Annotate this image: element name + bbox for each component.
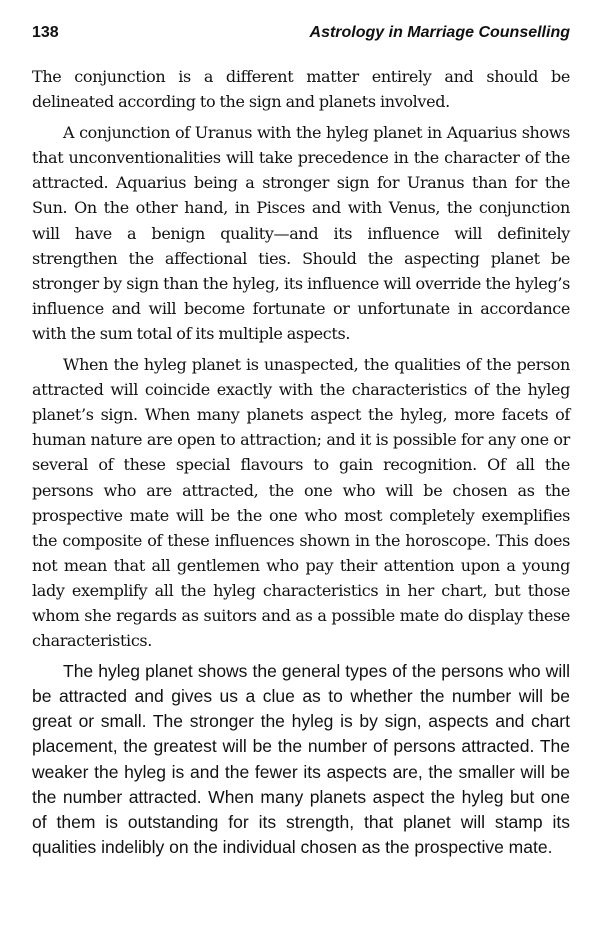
page-body <box>32 64 570 866</box>
page-number: 138 <box>32 24 59 41</box>
paragraph-4: The hyleg planet shows the general types of the persons who will be attracted and gives us a clue as to whether the number will be great or small. The stronger the hyleg is by sign, aspects and chart placement, the greatest will be the number of persons attracted. The weaker the hyleg is and the fewer its aspects are, the smaller will be the number attracted. When many planets aspect the hyleg but one of them is outstanding for its strength, that planet will stamp its qualities indelibly on the individual chosen as the prospective mate. <box>32 661 570 857</box>
paragraph-3: When the hyleg planet is unaspected, the qualities of the person attracted will coincide exactly with the characteristics of the hyleg planet’s sign. When many planets aspect the hyleg, more facets of human nature are open to attraction; and it is possible for any one or several of these special flavours to gain recognition. Of all the persons who are attracted, the one who will be chosen as the prospective mate will be the one who most completely exemplifies the composite of these influences shown in the horoscope. This does not mean that all gentlemen who pay their attention upon a young lady exemplify all the hyleg characteristics in her chart, but those whom she regards as suitors and as a possible mate do display these characteristics. <box>32 355 570 651</box>
paragraph-1: The conjunction is a different matter entirely and should be delineated according to the sign and planets involved. <box>32 67 570 112</box>
running-title: Astrology in Marriage Counselling <box>309 24 570 41</box>
running-header <box>32 24 570 42</box>
paragraph-2: A conjunction of Uranus with the hyleg planet in Aquarius shows that unconventionalities will take precedence in the character of the attracted. Aquarius being a stronger sign for Uranus than for the Sun. On the other hand, in Pisces and with Venus, the conjunction will have a benign quality—and its influence will definitely strengthen the affectional ties. Should the aspecting planet be stronger by sign than the hyleg, its influence will override the hyleg’s influence and will become fortunate or unfortunate in accordance with the sum total of its multiple aspects. <box>32 123 570 343</box>
